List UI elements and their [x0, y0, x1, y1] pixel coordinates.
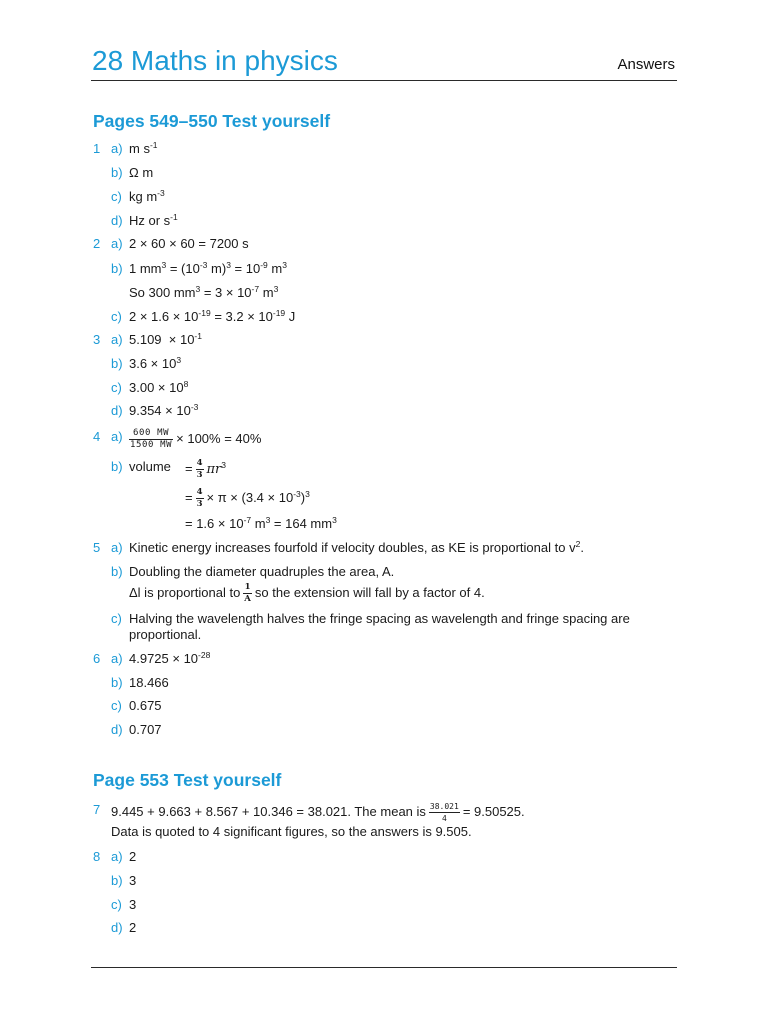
answer-row-2b	[0, 261, 768, 277]
part-letter-b: b)	[111, 675, 123, 690]
fraction-numerator: 4	[196, 458, 203, 468]
superscript: -1	[170, 212, 178, 222]
text-segment: 2 × 60 × 60 = 7200 s	[129, 236, 249, 251]
text-segment: m s	[129, 141, 150, 156]
part-letter-d: d)	[111, 403, 123, 418]
text-segment: kg m	[129, 189, 158, 204]
math-expression: πr	[206, 461, 222, 477]
answer-row-3b	[0, 356, 768, 372]
text-segment: = 9.50525.	[462, 803, 525, 819]
part-letter-a: a)	[111, 141, 123, 156]
answer-text-4a	[129, 429, 261, 450]
superscript: -3	[190, 402, 199, 412]
answer-row-1a	[0, 141, 768, 157]
answer-row-4b	[0, 458, 768, 480]
answer-row-2c	[0, 309, 768, 325]
superscript: -7	[251, 284, 260, 294]
answer-text-6c: 0.675	[129, 698, 162, 713]
superscript: 3	[221, 459, 227, 470]
text-segment: 5.109 × 10	[129, 332, 195, 347]
part-letter-a: a)	[111, 849, 123, 864]
fraction-denominator: 4	[441, 814, 447, 823]
answer-text-2b-continued	[129, 285, 278, 301]
superscript: 3	[226, 260, 231, 270]
answer-text-7-line2: Data is quoted to 4 significant figures, so the answers is 9.505.	[111, 824, 472, 839]
text-segment: Kinetic energy increases fourfold if velocity doubles, as KE is proportional to v	[129, 540, 576, 555]
text-segment: so the extension will fall by a factor of 4.	[254, 584, 485, 600]
superscript: -1	[149, 140, 158, 150]
superscript: 3	[273, 284, 279, 294]
fraction	[196, 459, 204, 480]
fraction	[196, 488, 204, 509]
answer-row-1d	[0, 213, 768, 229]
fraction-numerator: 1	[244, 582, 251, 592]
text-segment: 4.9725 × 10	[129, 651, 199, 666]
header-label: Answers	[617, 56, 675, 73]
answer-row-8c	[0, 897, 768, 913]
section-heading-2: Page 553 Test yourself	[93, 770, 282, 790]
superscript: -3	[157, 188, 165, 198]
equals-sign: =	[185, 489, 193, 505]
question-number-6: 6	[93, 651, 101, 666]
answer-row-5b	[0, 564, 768, 580]
superscript: 3	[161, 260, 167, 270]
header-rule	[91, 80, 677, 81]
text-segment: = 10	[230, 261, 261, 276]
text-segment: m)	[207, 261, 227, 276]
answer-row-4b-line2	[0, 487, 768, 509]
answer-text-5b-continued	[129, 583, 485, 604]
text-segment: 3.6 × 10	[129, 356, 177, 371]
text-segment: = 3 × 10	[200, 285, 252, 300]
answer-text-2a	[129, 236, 249, 252]
text-segment: Δl is proportional to	[129, 584, 241, 600]
answer-text-5a	[129, 540, 584, 556]
fraction-numerator: 4	[196, 487, 203, 497]
answer-text-6b: 18.466	[129, 675, 169, 690]
answer-row-2a	[0, 236, 768, 252]
question-number-5: 5	[93, 540, 101, 555]
part-letter-b: b)	[111, 873, 123, 888]
answer-text-3a	[129, 332, 202, 348]
fraction-denominator: A	[244, 594, 251, 604]
fraction	[129, 429, 173, 450]
question-number-4: 4	[93, 429, 101, 444]
part-letter-c: c)	[111, 189, 122, 204]
answer-row-4b-line3	[0, 516, 768, 532]
answer-row-2b-continued	[0, 285, 768, 301]
question-number-1: 1	[93, 141, 101, 156]
answer-text-8d: 2	[129, 920, 137, 935]
answer-row-1c	[0, 189, 768, 205]
question-number-3: 3	[93, 332, 101, 347]
answer-text-8b: 3	[129, 873, 137, 888]
section-heading-1: Pages 549–550 Test yourself	[93, 111, 331, 131]
answer-text-3c	[129, 380, 188, 396]
answer-row-4a	[0, 428, 768, 450]
answer-row-1b	[0, 165, 768, 181]
part-letter-b: b)	[111, 356, 123, 371]
part-letter-c: c)	[111, 698, 122, 713]
answer-text-7-line1	[111, 802, 525, 823]
part-letter-c: c)	[111, 309, 122, 324]
answer-row-6a	[0, 651, 768, 667]
part-letter-c: c)	[111, 897, 122, 912]
text-segment: 1 mm	[129, 261, 162, 276]
text-segment: J	[285, 309, 296, 324]
superscript: 3	[282, 260, 287, 270]
answer-row-5b-continued	[0, 582, 768, 604]
answer-text-8c: 3	[129, 897, 137, 912]
part-letter-b: b)	[111, 459, 123, 474]
equation-line-1	[185, 459, 226, 480]
answer-row-6b	[0, 675, 768, 691]
answer-text-8a: 2	[129, 849, 137, 864]
text-segment: )	[300, 489, 306, 505]
footer-rule	[91, 967, 677, 968]
part-letter-a: a)	[111, 332, 123, 347]
superscript: 3	[332, 515, 337, 525]
text-segment: m	[259, 285, 274, 300]
question-number-8: 8	[93, 849, 101, 864]
question-number-7: 7	[93, 802, 101, 817]
superscript: 3	[195, 284, 201, 294]
answer-row-6d	[0, 722, 768, 738]
text-segment: = (10	[166, 261, 200, 276]
fraction-denominator: 3	[196, 470, 203, 480]
answer-text-2c	[129, 309, 295, 325]
text-segment: = 3.2 × 10	[210, 309, 273, 324]
text-segment: 2 × 1.6 × 10	[129, 309, 199, 324]
text-segment: m	[251, 516, 266, 531]
answer-row-3c	[0, 380, 768, 396]
answer-row-3a	[0, 332, 768, 348]
answer-text-2b	[129, 261, 287, 277]
volume-label: volume	[129, 459, 171, 474]
part-letter-d: d)	[111, 920, 123, 935]
text-segment: 3.00 × 10	[129, 380, 184, 395]
answer-text-3d	[129, 403, 198, 419]
text-segment: 9.445 + 9.663 + 8.567 + 10.346 = 38.021. The mean is	[111, 803, 426, 819]
answer-text-6d: 0.707	[129, 722, 162, 737]
text-segment: .	[580, 540, 584, 555]
superscript: -1	[194, 331, 202, 341]
part-letter-b: b)	[111, 261, 123, 276]
text-segment: × 100% = 40%	[176, 430, 262, 446]
text-segment: × π × (3.4 × 10	[206, 489, 294, 505]
answer-text-5c: Halving the wavelength halves the fringe spacing as wavelength and fringe spacing are proportional.	[129, 611, 630, 642]
answer-text-1d	[129, 213, 178, 229]
superscript: 3	[176, 355, 182, 365]
superscript: 3	[305, 488, 310, 499]
answer-row-7	[0, 802, 768, 823]
superscript: -28	[198, 650, 211, 660]
answer-row-5c	[0, 611, 768, 642]
part-letter-a: a)	[111, 429, 123, 444]
text-segment: Ω m	[129, 165, 154, 180]
part-letter-c: c)	[111, 611, 122, 626]
superscript: 3	[265, 515, 271, 525]
superscript: -3	[293, 488, 301, 499]
fraction	[243, 583, 252, 604]
part-letter-a: a)	[111, 236, 123, 251]
superscript: -9	[260, 260, 268, 270]
answer-row-7-line2	[0, 824, 768, 840]
fraction-denominator: 1500 MW	[130, 440, 173, 450]
fraction-numerator: 600 MW	[129, 429, 173, 440]
part-letter-c: c)	[111, 380, 122, 395]
superscript: 2	[575, 539, 581, 549]
answer-row-6c	[0, 698, 768, 714]
text-segment: = 164 mm	[270, 516, 333, 531]
text-segment: Hz or s	[129, 213, 171, 228]
answer-row-5a	[0, 540, 768, 556]
superscript: -7	[243, 515, 252, 525]
superscript: -3	[199, 260, 208, 270]
equation-line-2	[185, 488, 310, 509]
text-segment: m	[267, 261, 283, 276]
part-letter-b: b)	[111, 564, 123, 579]
superscript: 8	[183, 379, 189, 389]
superscript: -19	[272, 308, 286, 318]
answer-text-3b	[129, 356, 181, 372]
answer-text-5b: Doubling the diameter quadruples the area, A.	[129, 564, 395, 579]
superscript: -19	[198, 308, 211, 318]
answer-row-8a	[0, 849, 768, 865]
question-number-2: 2	[93, 236, 101, 251]
chapter-title: 28 Maths in physics	[92, 45, 338, 76]
equation-line-3	[185, 516, 337, 532]
equals-sign: =	[185, 460, 193, 476]
answer-text-1a	[129, 141, 158, 157]
part-letter-b: b)	[111, 165, 123, 180]
answer-text-1c	[129, 189, 165, 205]
fraction-numerator: 38.021	[429, 802, 459, 811]
text-segment: So 300 mm	[129, 285, 196, 300]
answer-text-1b	[129, 165, 153, 181]
part-letter-d: d)	[111, 722, 123, 737]
answer-text-6a	[129, 651, 210, 667]
text-segment: = 1.6 × 10	[185, 516, 244, 531]
part-letter-d: d)	[111, 213, 123, 228]
part-letter-a: a)	[111, 651, 123, 666]
answer-row-8d	[0, 920, 768, 936]
fraction-denominator: 3	[196, 499, 203, 509]
fraction	[429, 802, 460, 823]
part-letter-a: a)	[111, 540, 123, 555]
text-segment: 9.354 × 10	[129, 403, 191, 418]
answer-row-8b	[0, 873, 768, 889]
answer-row-3d	[0, 403, 768, 419]
